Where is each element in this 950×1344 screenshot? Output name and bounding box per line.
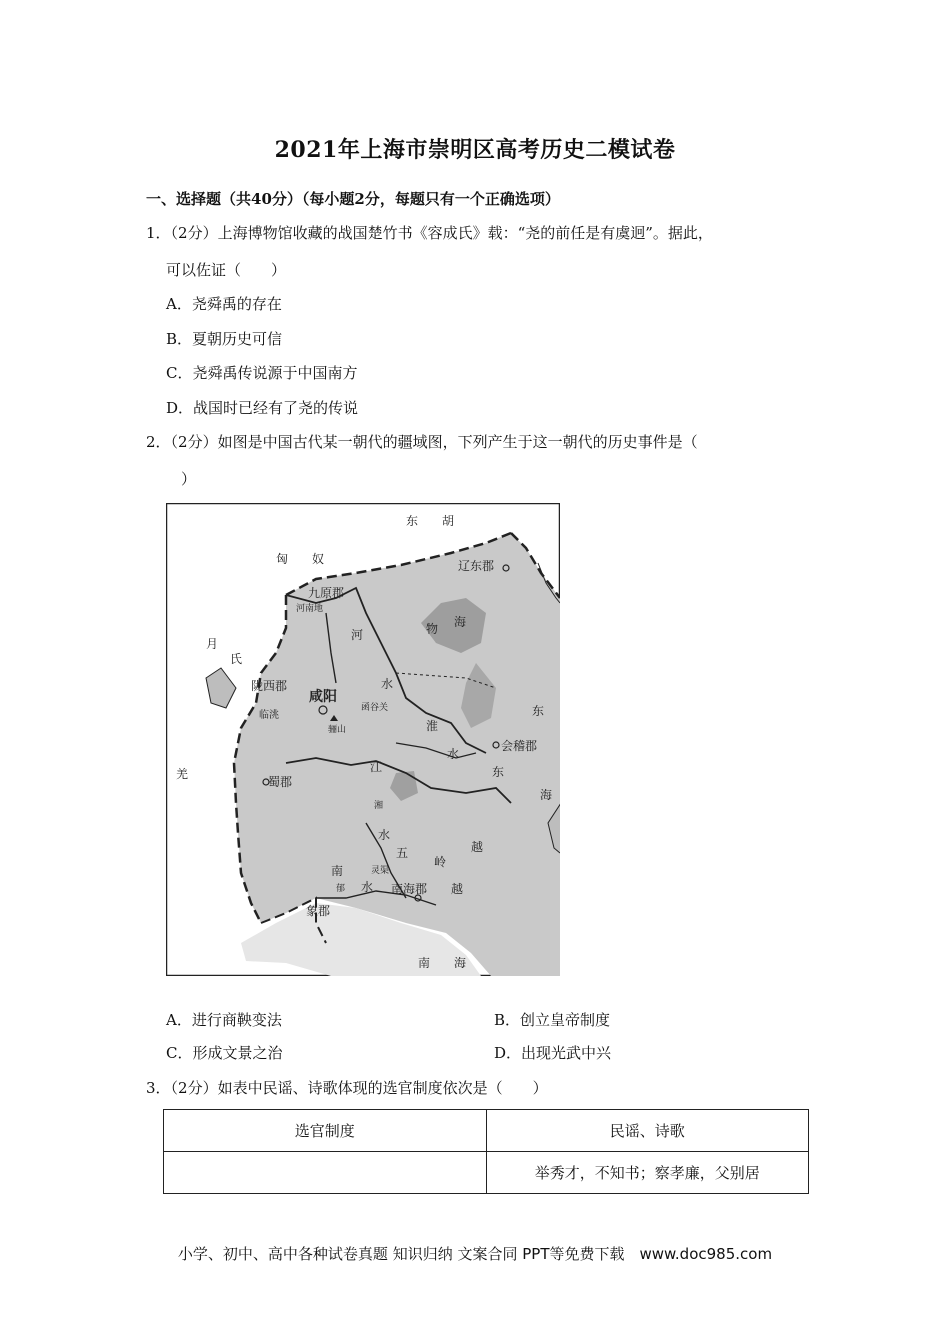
section-heading: 一、选择题（共40分）（每小题2分，每题只有一个正确选项） (146, 190, 560, 208)
label-huai-shui: 水 (447, 747, 460, 761)
label-donghu: 东 胡 (406, 514, 455, 528)
label-longxi: 陇西郡 (251, 679, 288, 693)
q2-stem-line1: 2．（2分）如图是中国古代某一朝代的疆域图，下列产生于这一朝代的历史事件是（ (146, 433, 698, 451)
label-yue-zhou: 越 (471, 840, 484, 854)
label-jiang: 江 (370, 760, 383, 774)
label-lishan: 骊山 (328, 725, 347, 735)
label-shui: 水 (381, 677, 394, 691)
label-dong: 东 (532, 704, 545, 718)
label-ling: 岭 (434, 855, 447, 869)
label-liaodong: 辽东郡 (458, 559, 495, 573)
label-jiuyuan: 九原郡 (308, 586, 345, 600)
q1-stem-line2: 可以佐证（ ） (166, 261, 287, 279)
page-footer: 小学、初中、高中各种试卷真题 知识归纳 文案合同 PPT等免费下载 www.doc985.com (177, 1245, 773, 1263)
label-xianyang: 咸阳 (309, 689, 337, 705)
label-hai-east: 海 (540, 788, 553, 802)
label-yue: 月 (206, 637, 219, 651)
label-lintao: 临洮 (259, 710, 279, 721)
q2-option-c: C．形成文景之治 (166, 1044, 283, 1062)
q3-table (163, 1109, 809, 1194)
label-nanhai: 南海郡 (391, 882, 428, 896)
label-wuling: 五 (396, 846, 409, 860)
label-shui2: 水 (378, 828, 391, 842)
q2-option-b: B．创立皇帝制度 (494, 1011, 611, 1029)
q2-stem-line2: ） (181, 470, 197, 488)
label-shi: 氏 (230, 652, 243, 666)
label-shu: 蜀郡 (268, 775, 293, 789)
label-shui3: 水 (361, 880, 374, 894)
label-henan: 河南地 (296, 604, 324, 614)
label-nanhai-sea: 南 海 (418, 956, 467, 970)
table-header-cell: 民谣、诗歌 (486, 1110, 809, 1152)
q3-stem: 3．（2分）如表中民谣、诗歌体现的选官制度依次是（ ） (146, 1079, 548, 1097)
table-row (164, 1152, 809, 1194)
label-xiangjun: 象郡 (306, 904, 331, 918)
label-wu: 物 (426, 622, 439, 636)
label-hai-bohai: 海 (454, 615, 467, 629)
label-yue2: 越 (451, 882, 464, 896)
q1-stem-line1: 1．（2分）上海博物馆收藏的战国楚竹书《容成氏》载：“尧的前任是有虞迥”。据此， (146, 224, 713, 242)
label-xiang: 湘 (374, 801, 384, 811)
label-he: 河 (351, 628, 364, 642)
q1-option-d: D．战国时已经有了尧的传说 (166, 399, 359, 417)
q2-option-a: A．进行商鞅变法 (166, 1011, 282, 1029)
qin-territory-map (166, 503, 560, 976)
page-title: 2021年上海市崇明区高考历史二模试卷 (274, 137, 676, 163)
label-hangu: 函谷关 (361, 703, 389, 713)
label-huai: 淮 (426, 719, 439, 733)
table-cell: 举秀才，不知书；察孝廉，父别居 (486, 1152, 809, 1194)
label-kuaiji: 会稽郡 (501, 739, 538, 753)
table-header-row (164, 1110, 809, 1152)
label-qiang: 羌 (176, 767, 189, 781)
table-header-cell: 选官制度 (164, 1110, 487, 1152)
label-yu: 郁 (336, 884, 346, 894)
q1-option-b: B．夏朝历史可信 (166, 330, 283, 348)
label-lingqu: 灵渠 (371, 866, 390, 876)
label-nan: 南 (331, 864, 344, 878)
q2-option-d: D．出现光武中兴 (494, 1044, 612, 1062)
table-cell (164, 1152, 487, 1194)
label-xiongnu: 匈 奴 (276, 552, 325, 566)
label-dong2: 东 (492, 765, 505, 779)
q1-option-a: A．尧舜禹的存在 (166, 295, 282, 313)
q1-option-c: C．尧舜禹传说源于中国南方 (166, 364, 358, 382)
